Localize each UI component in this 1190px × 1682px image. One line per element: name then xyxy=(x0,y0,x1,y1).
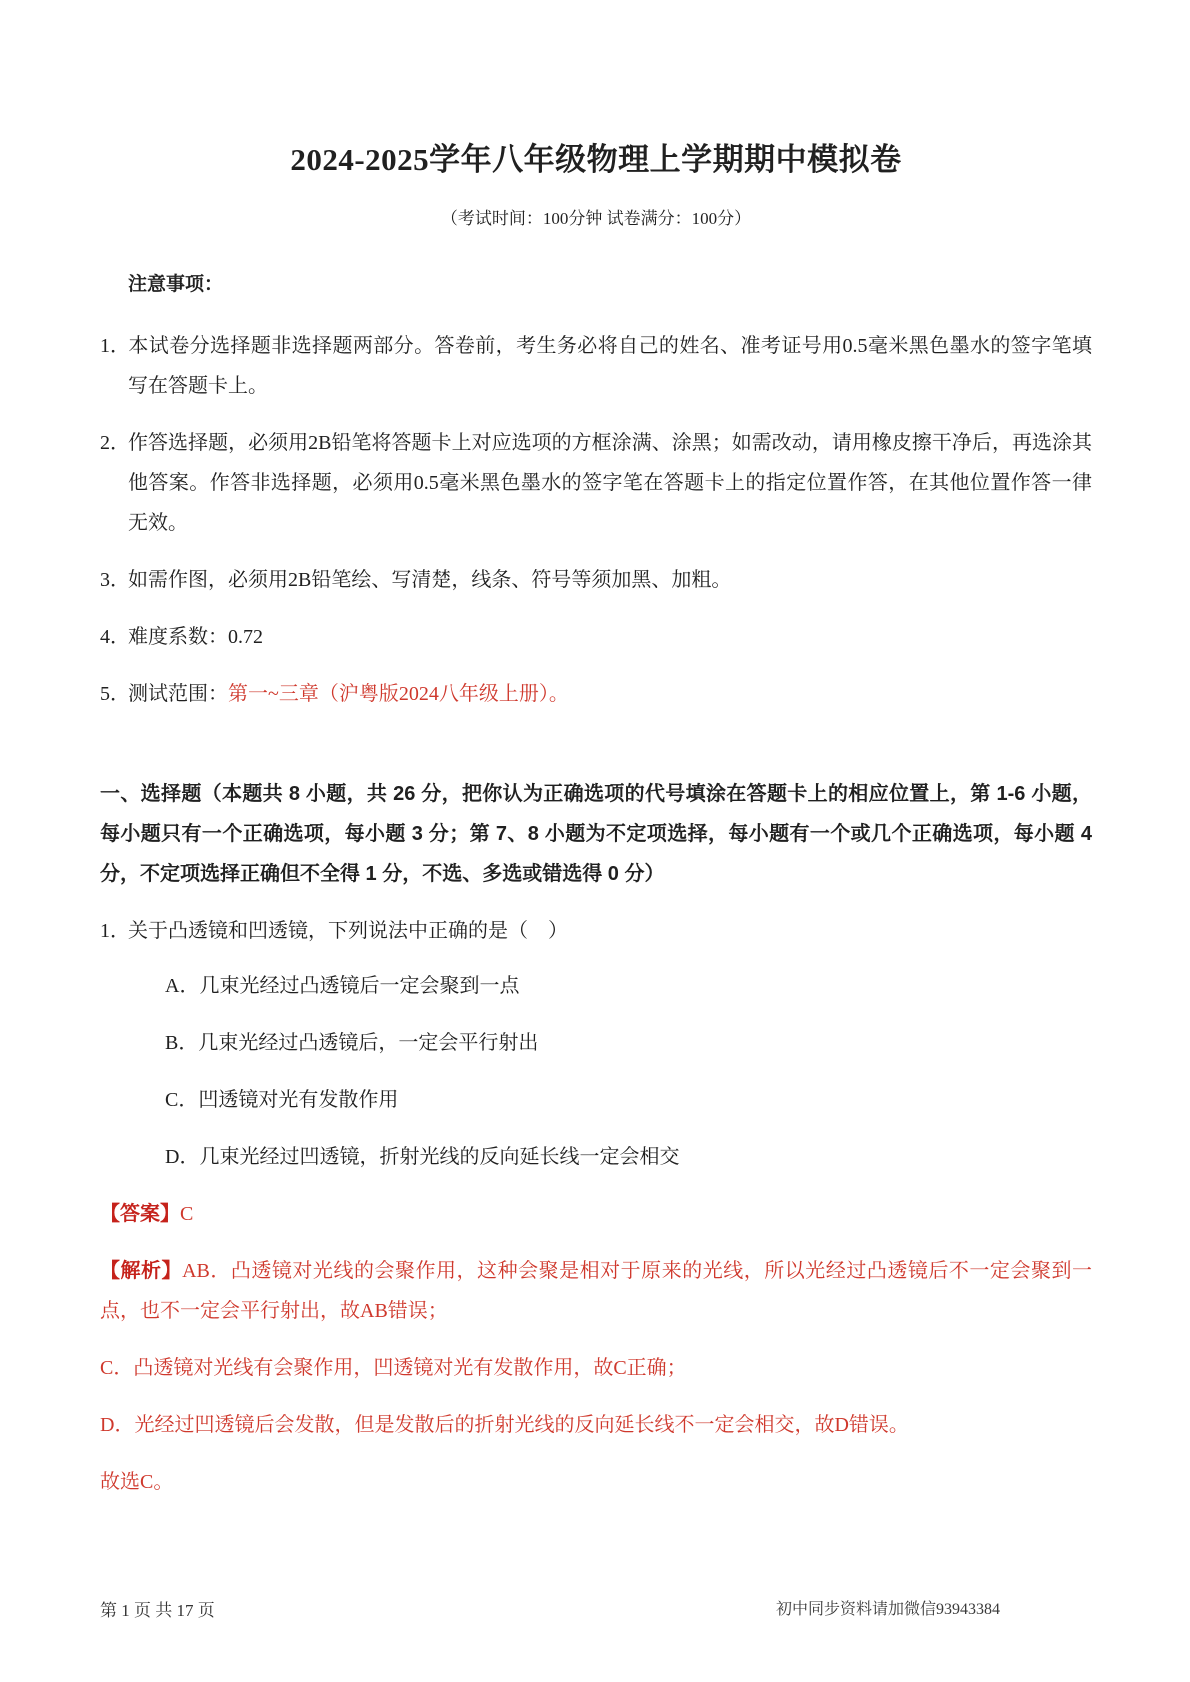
notice-number: 1． xyxy=(100,334,130,357)
notice-text: 如需作图，必须用2B铅笔绘、写清楚，线条、符号等须加黑、加粗。 xyxy=(128,568,732,591)
notice-text: 作答选择题，必须用2B铅笔将答题卡上对应选项的方框涂满、涂黑；如需改动，请用橡皮擦干净后，再选涂其他答案。作答非选择题，必须用0.5毫米黑色墨水的签字笔在答题卡上的指定位置作答，在其他位置作答一律无效。 xyxy=(128,431,1092,534)
notice-item-5 xyxy=(100,674,1092,714)
notice-list xyxy=(100,326,1092,714)
notice-item-1 xyxy=(100,326,1092,406)
analysis-paragraph-3: D．光经过凹透镜后会发散，但是发散后的折射光线的反向延长线不一定会相交，故D错误。 xyxy=(100,1413,909,1436)
page-number-indicator: 第 1 页 共 17 页 xyxy=(100,1601,215,1620)
option-d xyxy=(165,1137,1092,1177)
option-label: C． xyxy=(165,1088,199,1111)
analysis-conclusion: 故选C。 xyxy=(100,1470,174,1493)
answer-value: C xyxy=(180,1202,194,1225)
notice-text: 难度系数：0.72 xyxy=(128,625,263,648)
answer-line xyxy=(100,1194,1092,1234)
option-label: D． xyxy=(165,1145,200,1168)
notice-number: 3． xyxy=(100,568,130,591)
notice-item-3 xyxy=(100,560,1092,600)
question-stem-text: 关于凸透镜和凹透镜，下列说法中正确的是（ ） xyxy=(128,919,568,942)
page-footer xyxy=(100,1596,1090,1621)
option-c xyxy=(165,1080,1092,1120)
watermark-text: 初中同步资料请加微信93943384 xyxy=(775,1601,1000,1618)
test-scope-highlight: 第一~三章（沪粤版2024八年级上册）。 xyxy=(228,682,569,705)
notice-number: 4． xyxy=(100,625,130,648)
question-1-stem xyxy=(100,911,1092,951)
option-b xyxy=(165,1023,1092,1063)
section-one-heading: 一、选择题（本题共 8 小题，共 26 分，把你认为正确选项的代号填涂在答题卡上的相应位置上，第 1-6 小题，每小题只有一个正确选项，每小题 3 分；第 7、8 小题为不定项选择，每小题有一个或几个正确选项，每小题 4 分，不定项选择正确但不全得 1 分，不选、多选或错选得 0 分） xyxy=(100,782,1092,885)
notice-number: 2． xyxy=(100,431,130,454)
option-list xyxy=(100,966,1092,1177)
question-number: 1． xyxy=(100,919,130,942)
exam-subtitle: （考试时间：100分钟 试卷满分：100分） xyxy=(440,208,752,228)
analysis-block xyxy=(100,1251,1092,1502)
option-a xyxy=(165,966,1092,1006)
option-text: 几束光经过凸透镜后一定会聚到一点 xyxy=(199,974,520,997)
analysis-label: 【解析】 xyxy=(100,1259,183,1282)
exam-title: 2024-2025学年八年级物理上学期期中模拟卷 xyxy=(290,142,902,177)
notice-number: 5． xyxy=(100,682,130,705)
analysis-paragraph-2: C．凸透镜对光线有会聚作用，凹透镜对光有发散作用，故C正确； xyxy=(100,1356,687,1379)
notice-text: 本试卷分选择题非选择题两部分。答卷前，考生务必将自己的姓名、准考证号用0.5毫米黑色墨水的签字笔填写在答题卡上。 xyxy=(128,334,1092,397)
answer-label: 【答案】 xyxy=(100,1202,180,1225)
option-label: B． xyxy=(165,1031,199,1054)
option-label: A． xyxy=(165,974,200,997)
analysis-paragraph-1 xyxy=(100,1251,1092,1331)
page-content xyxy=(100,0,1092,1519)
notice-item-4 xyxy=(100,617,1092,657)
notice-text: 测试范围： xyxy=(128,682,228,705)
option-text: 几束光经过凹透镜，折射光线的反向延长线一定会相交 xyxy=(199,1145,680,1168)
notice-item-2 xyxy=(100,423,1092,543)
analysis-text: AB．凸透镜对光线的会聚作用，这种会聚是相对于原来的光线，所以光经过凸透镜后不一定会聚到一点，也不一定会平行射出，故AB错误； xyxy=(100,1259,1092,1322)
option-text: 凹透镜对光有发散作用 xyxy=(198,1088,399,1111)
notice-heading: 注意事项： xyxy=(128,274,224,296)
option-text: 几束光经过凸透镜后，一定会平行射出 xyxy=(198,1031,539,1054)
